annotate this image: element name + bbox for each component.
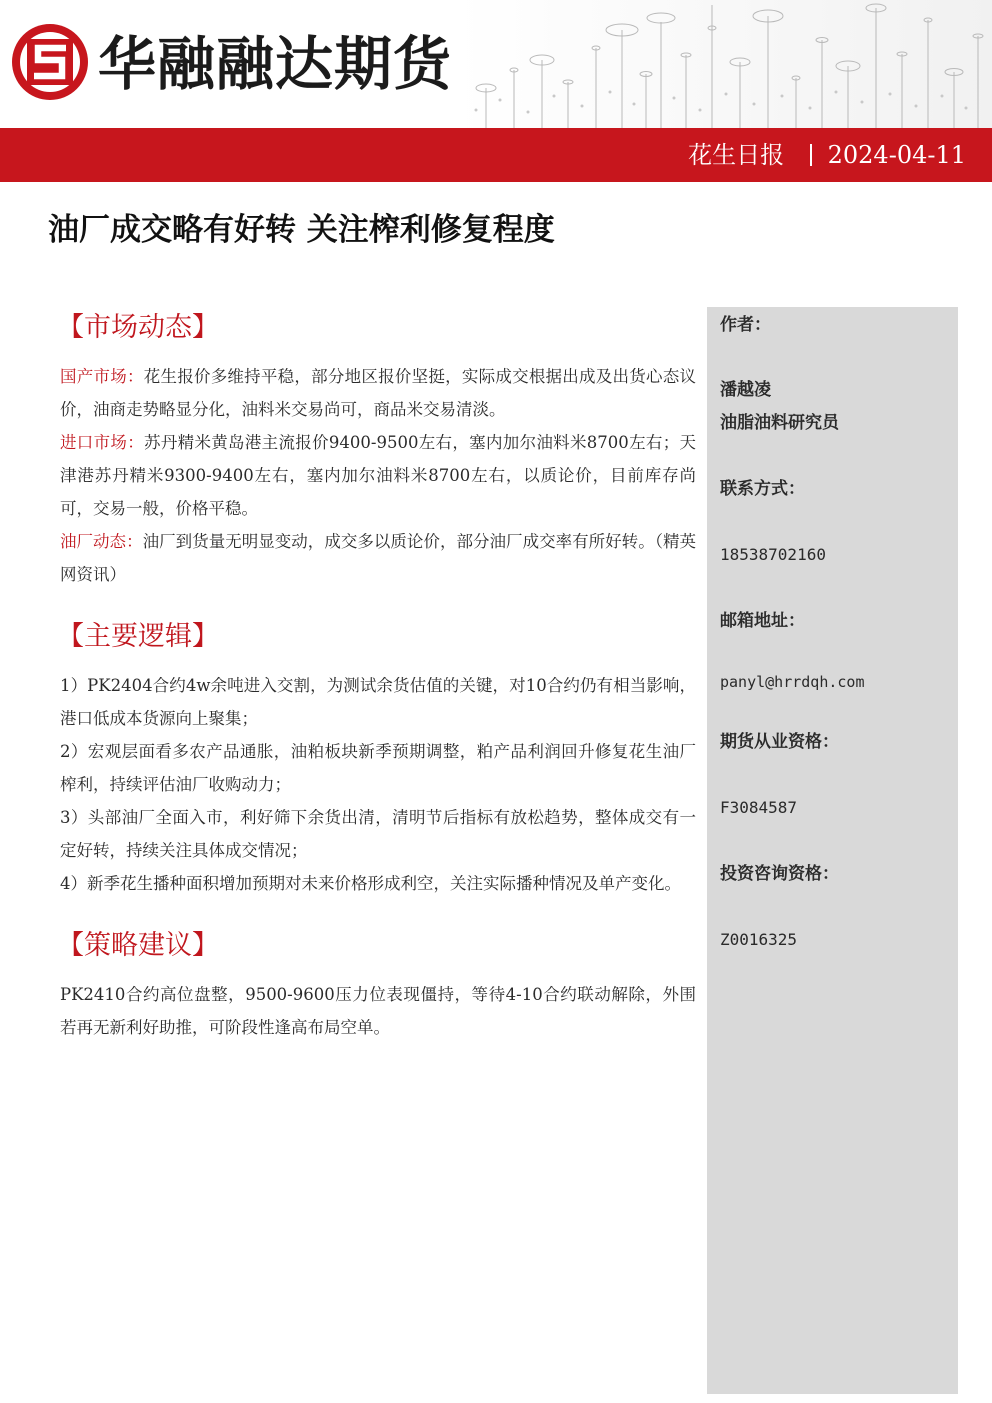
strategy-text: PK2410合约高位盘整，9500-9600压力位表现僵持，等待4-10合约联动解除，外围若再无新利好助推，可阶段性逢高布局空单。: [60, 985, 696, 1037]
logic-item: 4）新季花生播种面积增加预期对未来价格形成利空，关注实际播种情况及单产变化。: [60, 874, 681, 893]
investment-qualification-label: 投资咨询资格：: [720, 864, 839, 884]
market-item-label: 国产市场：: [60, 367, 144, 386]
section-heading-strategy: 【策略建议】: [57, 930, 219, 961]
market-item-text: 花生报价多维持平稳，部分地区报价坚挺，实际成交根据出成及出货心态议价，油商走势略显分化，油料米交易尚可，商品米交易清淡。: [60, 367, 697, 419]
logic-item: 1）PK2404合约4w余吨进入交割，为测试余货估值的关键，对10合约仍有相当影响，港口低成本货源向上聚集；: [60, 676, 696, 728]
author-label: 作者：: [720, 315, 771, 335]
futures-qualification-number: F3084587: [720, 798, 798, 817]
section-heading-logic: 【主要逻辑】: [57, 621, 219, 652]
logic-item: 3）头部油厂全面入市，利好筛下余货出清，清明节后指标有放松趋势，整体成交有一定好转，持续关注具体成交情况；: [60, 808, 696, 860]
section-heading-market: 【市场动态】: [57, 312, 219, 343]
author-sidebar: [707, 307, 958, 1394]
market-item: [60, 525, 696, 591]
document-title: 油厂成交略有好转 关注榨利修复程度: [48, 212, 555, 248]
header-decoration-graphic: [456, 0, 992, 128]
contact-label: 联系方式：: [720, 479, 805, 499]
market-item-label: 油厂动态：: [60, 532, 143, 551]
contact-phone: 18538702160: [720, 545, 826, 564]
email-label: 邮箱地址：: [720, 611, 805, 631]
market-item: [60, 426, 696, 525]
investment-qualification-number: Z0016325: [720, 930, 798, 949]
author-title: 油脂油料研究员: [720, 413, 839, 433]
market-item-text: 油厂到货量无明显变动，成交多以质论价，部分油厂成交率有所好转。（精英网资讯）: [60, 532, 697, 584]
email-address[interactable]: panyl@hrrdqh.com: [720, 673, 865, 691]
report-type: 花生日报: [688, 141, 785, 169]
report-date: 2024-04-11: [827, 141, 966, 169]
logic-item: 2）宏观层面看多农产品通胀，油粕板块新季预期调整，粕产品利润回升修复花生油厂榨利，持续评估油厂收购动力；: [60, 742, 696, 794]
market-item-text: 苏丹精米黄岛港主流报价9400-9500左右，塞内加尔油料米8700左右；天津港苏丹精米9300-9400左右，塞内加尔油料米8700左右，以质论价，目前库存尚可，交易一般，价格平稳。: [60, 433, 696, 518]
main-content: [57, 308, 697, 1044]
market-item-label: 进口市场：: [60, 433, 145, 452]
report-meta: [688, 140, 966, 170]
futures-qualification-label: 期货从业资格：: [720, 732, 839, 752]
market-item: [60, 360, 696, 426]
brand-name: 华融融达期货: [98, 30, 453, 98]
author-name: 潘越凌: [720, 380, 771, 400]
company-logo-icon: [10, 22, 90, 102]
separator: [810, 144, 812, 166]
